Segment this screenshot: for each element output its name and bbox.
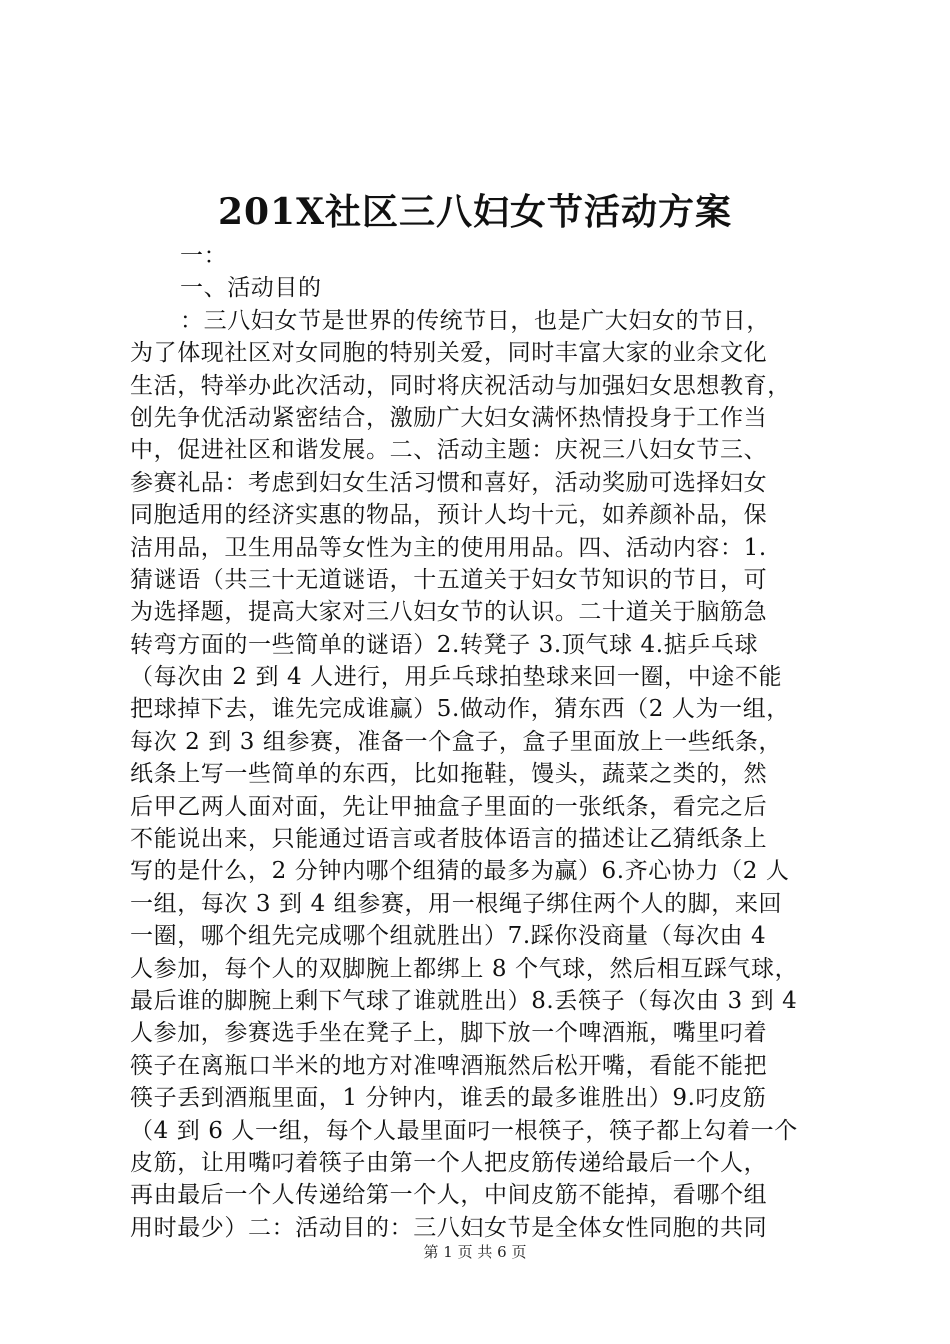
page-number-footer: 第 1 页 共 6 页 (423, 1243, 527, 1261)
document-body (130, 240, 830, 1244)
body-line: 再由最后一个人传递给第一个人，中间皮筋不能掉，看哪个组 (130, 1182, 768, 1209)
body-line: 用时最少）二：活动目的：三八妇女节是全体女性同胞的共同 (130, 1214, 768, 1241)
body-line: 转弯方面的一些简单的谜语）2.转凳子 3.顶气球 4.掂乒乓球 (130, 631, 759, 658)
body-line: （4 到 6 人一组，每个人最里面叼一根筷子，筷子都上勾着一个 (130, 1117, 798, 1144)
body-line: 皮筋，让用嘴叼着筷子由第一个人把皮筋传递给最后一个人， (130, 1149, 768, 1176)
body-line: 筷子在离瓶口半米的地方对准啤酒瓶然后松开嘴，看能不能把 (130, 1052, 768, 1079)
body-line: 为了体现社区对女同胞的特别关爱，同时丰富大家的业余文化 (130, 340, 768, 367)
body-line: 洁用品，卫生用品等女性为主的使用用品。四、活动内容：1. (130, 534, 767, 561)
body-line: 为选择题，提高大家对三八妇女节的认识。二十道关于脑筋急 (130, 599, 768, 626)
body-line: 猜谜语（共三十无道谜语，十五道关于妇女节知识的节日，可 (130, 566, 768, 593)
document-title: 201X社区三八妇女节活动方案 (217, 191, 733, 233)
body-line: 创先争优活动紧密结合，激励广大妇女满怀热情投身于工作当 (130, 404, 768, 431)
body-line: 同胞适用的经济实惠的物品，预计人均十元，如养颜补品，保 (130, 502, 768, 529)
body-line: 不能说出来，只能通过语言或者肢体语言的描述让乙猜纸条上 (130, 826, 768, 853)
body-line: 人参加，每个人的双脚腕上都绑上 8 个气球，然后相互踩气球， (130, 955, 799, 982)
body-line: 最后谁的脚腕上剩下气球了谁就胜出）8.丢筷子（每次由 3 到 4 (130, 987, 798, 1014)
body-line: ：三八妇女节是世界的传统节日，也是广大妇女的节日， (180, 307, 770, 334)
body-line: 一、活动目的 (180, 275, 322, 302)
body-line: 生活，特举办此次活动，同时将庆祝活动与加强妇女思想教育， (130, 372, 791, 399)
body-line: 后甲乙两人面对面，先让甲抽盒子里面的一张纸条，看完之后 (130, 793, 768, 820)
body-line: 写的是什么，2 分钟内哪个组猜的最多为赢）6.齐心协力（2 人 (130, 858, 790, 885)
body-line: 把球掉下去，谁先完成谁赢）5.做动作，猜东西（2 人为一组， (130, 696, 790, 723)
body-line: （每次由 2 到 4 人进行，用乒乓球拍垫球来回一圈，中途不能 (130, 664, 783, 691)
body-line: 纸条上写一些简单的东西，比如拖鞋，馒头，蔬菜之类的，然 (130, 761, 768, 788)
body-line: 每次 2 到 3 组参赛，准备一个盒子，盒子里面放上一些纸条， (130, 728, 783, 755)
body-line: 中，促进社区和谐发展。二、活动主题：庆祝三八妇女节三、 (130, 437, 768, 464)
body-line: 人参加，参赛选手坐在凳子上，脚下放一个啤酒瓶，嘴里叼着 (130, 1020, 768, 1047)
body-line: 参赛礼品：考虑到妇女生活习惯和喜好，活动奖励可选择妇女 (130, 469, 768, 496)
body-line: 一圈，哪个组先完成哪个组就胜出）7.踩你没商量（每次由 4 (130, 923, 767, 950)
body-line: 一： (180, 243, 228, 269)
body-line: 一组，每次 3 到 4 组参赛，用一根绳子绑住两个人的脚，来回 (130, 890, 783, 917)
body-line: 筷子丢到酒瓶里面，1 分钟内，谁丢的最多谁胜出）9.叼皮筋 (130, 1085, 767, 1112)
